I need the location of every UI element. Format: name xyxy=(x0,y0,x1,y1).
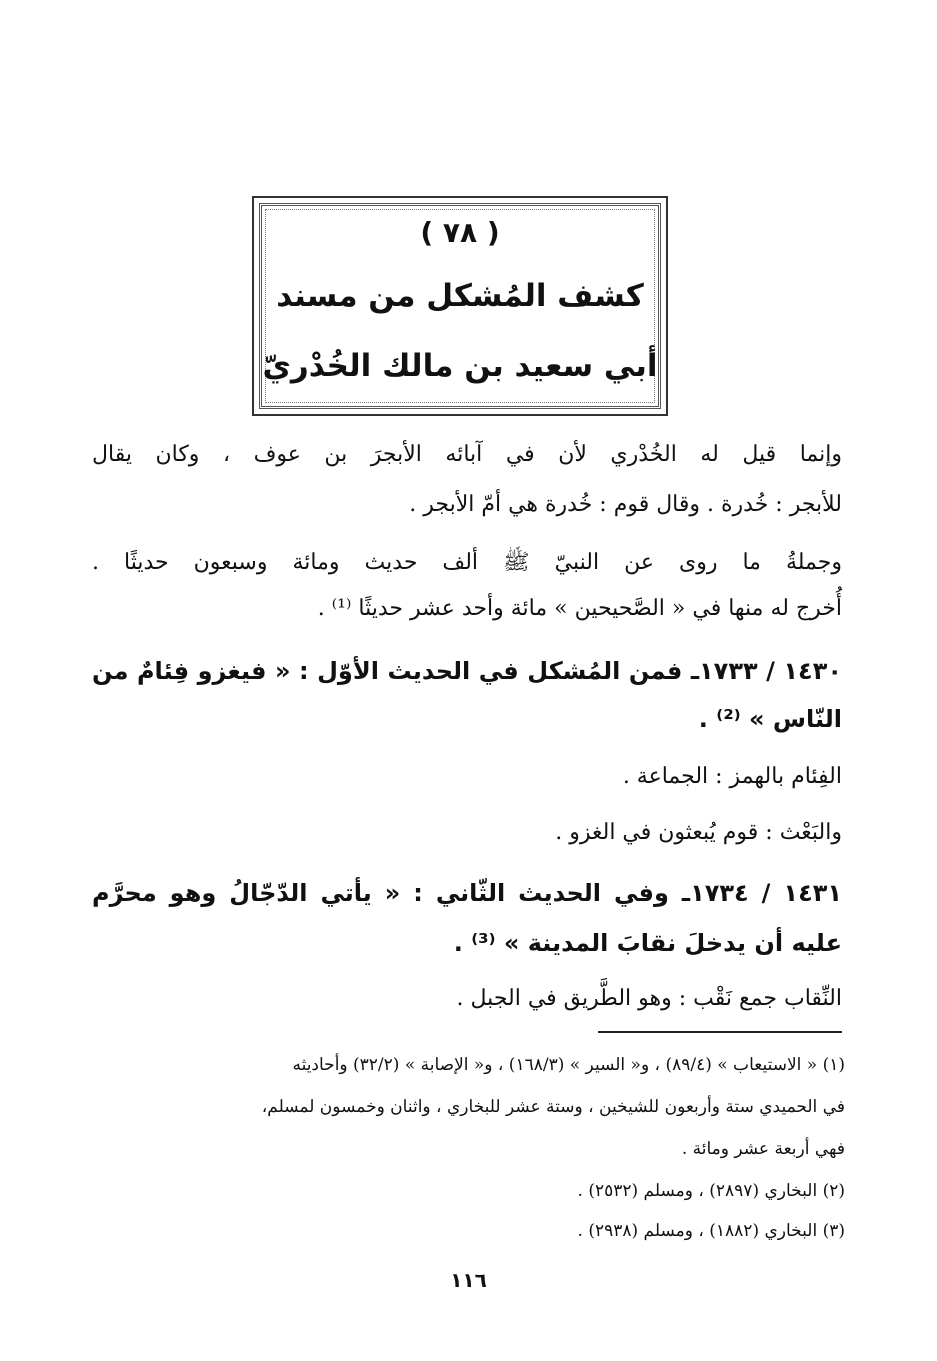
explanation-fiam: الفِئام بالهمز : الجماعة . xyxy=(622,764,842,789)
hadith-1431-line-2: عليه أن يدخلَ نقابَ المدينة » ⁽³⁾ . xyxy=(453,929,842,957)
explanation-niqab: النِّقاب جمع نَقْب : وهو الطَّريق في الجبل . xyxy=(456,986,842,1011)
paragraph-2-line-1: وجملةُ ما روى عن النبيّ ﷺ ألف حديث ومائة وسبعون حديثًا . xyxy=(92,550,842,575)
paragraph-2-line-2: أُخرج له منها في « الصَّحيحين » مائة وأحد عشر حديثًا ⁽¹⁾ . xyxy=(317,596,842,621)
paragraph-1-line-2: للأبجر : خُدرة . وقال قوم : خُدرة هي أمّ الأبجر . xyxy=(409,492,842,517)
footnote-1-line-3: فهي أربعة عشر ومائة . xyxy=(681,1139,845,1159)
hadith-1430-line-2: النّاس » ⁽²⁾ . xyxy=(698,705,842,733)
chapter-title-line-2: أبي سعيد بن مالك الخُدْريّ xyxy=(262,348,658,384)
explanation-baath: والبَعْث : قوم يُبعثون في الغزو . xyxy=(555,820,842,845)
page-number: ١١٦ xyxy=(450,1268,487,1292)
paragraph-1-line-1: وإنما قيل له الخُدْري لأن في آبائه الأبجرَ بن عوف ، وكان يقال xyxy=(92,442,842,467)
hadith-1430-line-1: ١٤٣٠ / ١٧٣٣ـ فمن المُشكل في الحديث الأوّل : « فيغزو فِئامٌ من xyxy=(92,657,842,685)
chapter-title-box xyxy=(252,196,668,416)
chapter-number: ( ٧٨ ) xyxy=(420,216,500,249)
footnote-separator xyxy=(598,1031,842,1033)
footnote-1-line-1: (١) « الاستيعاب » (٨٩/٤) ، و« السير » (١٦٨/٣) ، و« الإصابة » (٣٢/٢) وأحاديثه xyxy=(292,1055,845,1075)
footnote-2: (٢) البخاري (٢٨٩٧) ، ومسلم (٢٥٣٢) . xyxy=(577,1181,845,1201)
hadith-1431-line-1: ١٤٣١ / ١٧٣٤ـ وفي الحديث الثّاني : « يأتي الدّجّالُ وهو محرَّم xyxy=(92,879,843,907)
footnote-1-line-2: في الحميدي ستة وأربعون للشيخين ، وستة عشر للبخاري ، واثنان وخمسون لمسلم، xyxy=(261,1097,845,1117)
chapter-title-line-1: كشف المُشكل من مسند xyxy=(276,278,644,314)
footnote-3: (٣) البخاري (١٨٨٢) ، ومسلم (٢٩٣٨) . xyxy=(577,1221,845,1241)
